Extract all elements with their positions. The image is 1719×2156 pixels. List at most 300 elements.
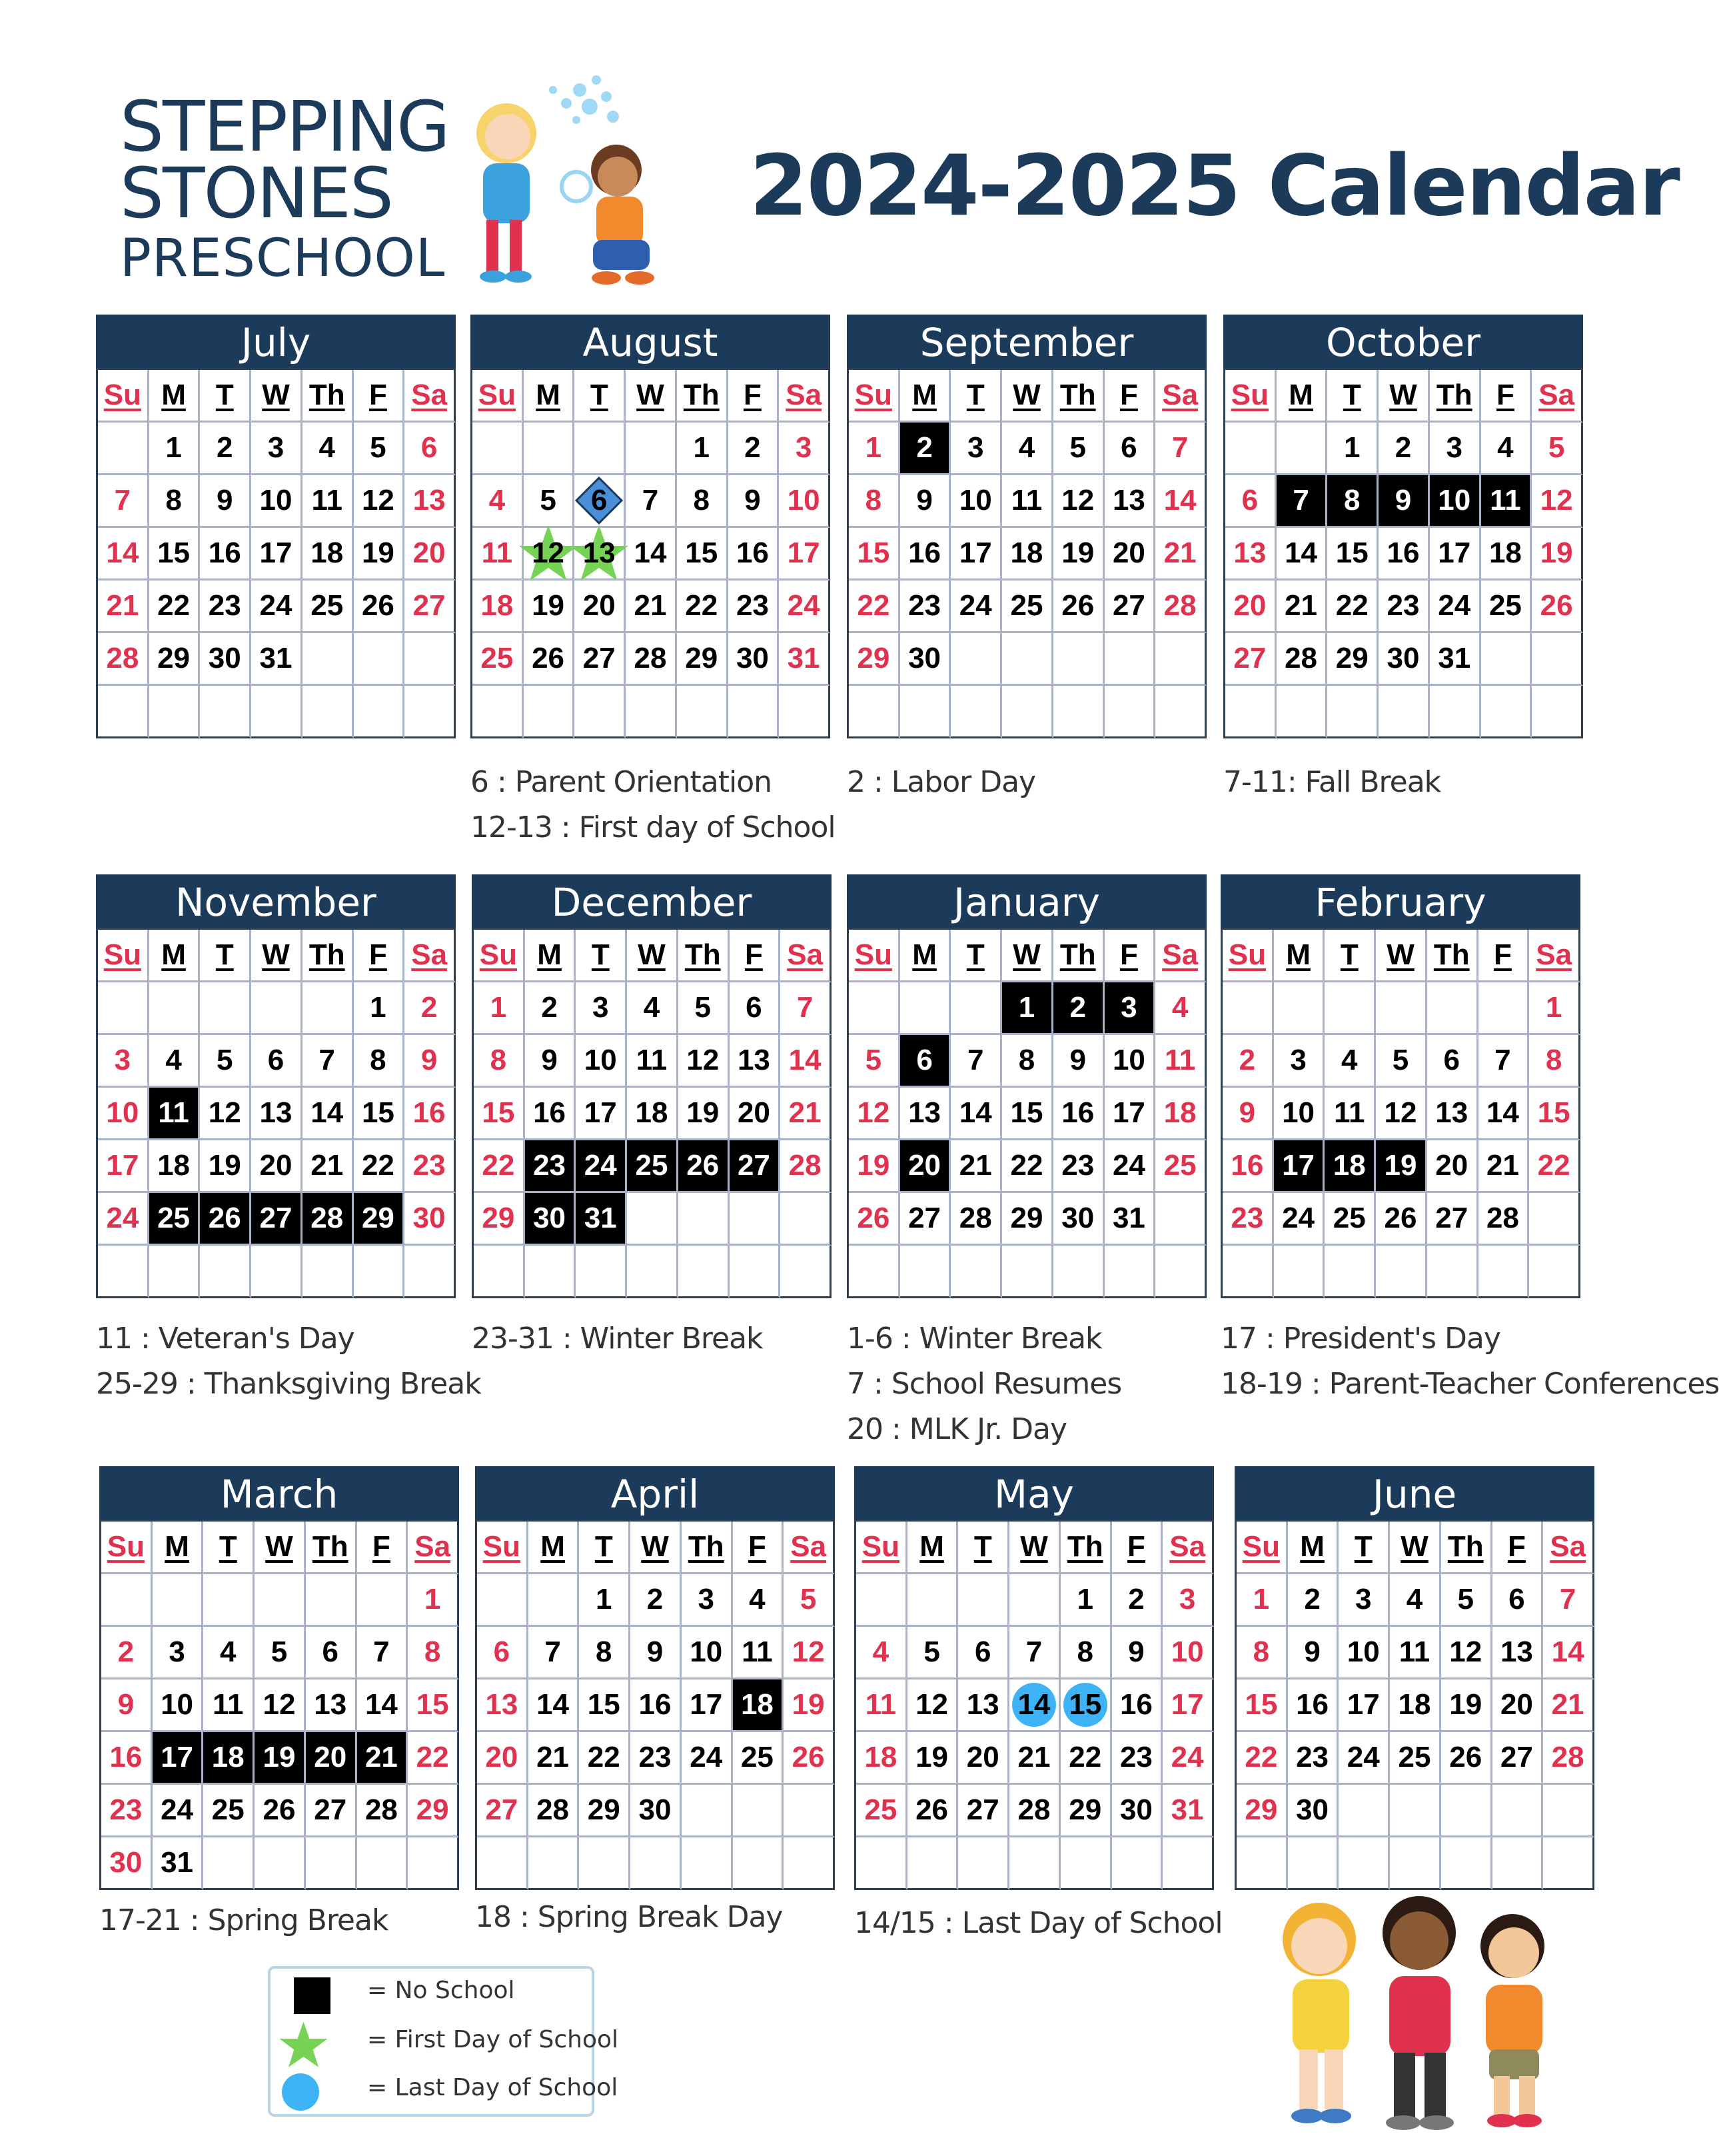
month-notes [470, 760, 836, 850]
day-number: 25 [1163, 1149, 1197, 1182]
day-number: 14 [1551, 1635, 1584, 1668]
day-number: 21 [1017, 1741, 1051, 1773]
empty-cell [1481, 686, 1532, 738]
day-cell [474, 1035, 525, 1088]
empty-cell [1155, 1246, 1207, 1298]
day-cell [728, 528, 780, 580]
weekday-header: Su [98, 370, 149, 423]
day-cell [404, 1140, 456, 1193]
empty-cell [149, 1246, 201, 1298]
day-number: 28 [1486, 1202, 1519, 1234]
day-number: 12 [1384, 1096, 1417, 1129]
empty-cell [730, 1246, 781, 1298]
day-number: 9 [420, 1044, 438, 1076]
day-number: 10 [1347, 1635, 1380, 1668]
day-cell [630, 1627, 682, 1679]
day-cell [354, 1035, 405, 1088]
kids-bubbles-illustration [460, 70, 680, 297]
weekday-header: M [1288, 1522, 1339, 1574]
day-number: 27 [485, 1793, 518, 1826]
day-cell [251, 423, 302, 475]
day-cell [733, 1574, 784, 1627]
day-number: 10 [690, 1635, 723, 1668]
day-number: 25 [740, 1741, 774, 1773]
day-cell [1155, 475, 1207, 528]
day-number: 16 [412, 1096, 446, 1129]
month-notes [96, 1316, 481, 1407]
day-number: 17 [1112, 1096, 1145, 1129]
empty-cell [1529, 1246, 1580, 1298]
weekday-header: Th [1441, 1522, 1492, 1574]
day-number: 25 [1398, 1741, 1431, 1773]
logo-line-3: PRESCHOOL [120, 229, 446, 289]
day-cell [907, 1679, 959, 1732]
empty-cell [900, 686, 951, 738]
day-number: 13 [1112, 484, 1145, 517]
day-number: 13 [314, 1688, 347, 1721]
weekday-header: W [626, 370, 677, 423]
day-cell [302, 528, 354, 580]
month-january [847, 874, 1207, 1298]
month-grid [96, 368, 456, 738]
day-number: 24 [1438, 589, 1471, 622]
empty-cell [678, 1193, 730, 1246]
day-number: 30 [908, 642, 941, 674]
day-number: 17 [106, 1149, 139, 1182]
month-title: August [470, 315, 830, 368]
day-number: 15 [587, 1688, 620, 1721]
month-grid [1223, 368, 1583, 738]
day-cell [1492, 1627, 1544, 1679]
day-number: 20 [1435, 1149, 1468, 1182]
day-number: 27 [1435, 1202, 1468, 1234]
day-cell [1339, 1732, 1390, 1785]
day-cell [779, 475, 830, 528]
day-number: 6 [916, 1044, 933, 1076]
day-number: 19 [686, 1096, 720, 1129]
day-cell [728, 475, 780, 528]
month-notes [99, 1898, 388, 1943]
day-number: 25 [635, 1149, 668, 1182]
day-cell [733, 1679, 784, 1732]
day-cell [404, 1193, 456, 1246]
day-number: 7 [1293, 484, 1309, 517]
day-cell [1441, 1627, 1492, 1679]
empty-cell [1237, 1837, 1288, 1890]
month-title: December [472, 874, 832, 928]
day-cell [951, 1088, 1002, 1140]
weekday-header: T [1325, 930, 1376, 982]
day-number: 19 [532, 589, 565, 622]
day-cell [1376, 1088, 1427, 1140]
weekday-header: Th [1427, 930, 1478, 982]
day-cell [306, 1627, 357, 1679]
weekday-header: M [153, 1522, 204, 1574]
empty-cell [1112, 1837, 1163, 1890]
empty-cell [1155, 686, 1207, 738]
day-cell [1478, 1140, 1530, 1193]
month-grid [854, 1520, 1214, 1890]
day-number: 8 [1253, 1635, 1270, 1668]
day-number: 11 [1399, 1635, 1431, 1668]
day-number: 31 [161, 1846, 194, 1879]
day-number: 24 [690, 1741, 723, 1773]
day-cell [630, 1732, 682, 1785]
day-number: 25 [211, 1793, 245, 1826]
day-cell [474, 1140, 525, 1193]
day-number: 8 [424, 1635, 441, 1668]
day-number: 6 [267, 1044, 285, 1076]
weekday-header: F [354, 370, 405, 423]
day-number: 20 [966, 1741, 999, 1773]
day-cell [1288, 1785, 1339, 1837]
day-number: 26 [686, 1149, 720, 1182]
day-cell [627, 1088, 678, 1140]
day-cell [780, 982, 832, 1035]
day-cell [1053, 528, 1105, 580]
day-number: 22 [1245, 1741, 1278, 1773]
day-number: 5 [694, 991, 711, 1024]
empty-cell [98, 423, 149, 475]
day-cell [1061, 1732, 1112, 1785]
day-number: 18 [1333, 1149, 1366, 1182]
day-number: 5 [800, 1583, 817, 1616]
day-number: 16 [908, 537, 941, 569]
day-cell [357, 1785, 408, 1837]
month-grid [99, 1520, 459, 1890]
day-number: 8 [1344, 484, 1361, 517]
weekday-header: Sa [780, 930, 832, 982]
weekday-header: M [525, 930, 576, 982]
day-cell [1427, 1035, 1478, 1088]
empty-cell [477, 1837, 528, 1890]
day-number: 22 [157, 589, 191, 622]
day-cell [203, 1785, 255, 1837]
day-cell [472, 475, 524, 528]
note-line: 14/15 : Last Day of School [854, 1906, 1223, 1940]
day-cell [354, 1140, 405, 1193]
day-cell [354, 982, 405, 1035]
logo-line-1: STEPPING [120, 86, 449, 167]
weekday-header: Sa [404, 930, 456, 982]
empty-cell [1061, 1837, 1112, 1890]
day-number: 23 [638, 1741, 672, 1773]
day-number: 17 [1438, 537, 1471, 569]
month-title: March [99, 1466, 459, 1520]
day-number: 27 [582, 642, 616, 674]
day-number: 29 [361, 1202, 394, 1234]
day-cell [1237, 1574, 1288, 1627]
day-number: 1 [1077, 1583, 1093, 1616]
day-number: 3 [1355, 1583, 1372, 1616]
day-number: 8 [596, 1635, 612, 1668]
day-number: 14 [536, 1688, 570, 1721]
empty-cell [678, 1246, 730, 1298]
day-cell [200, 475, 251, 528]
day-cell [404, 1035, 456, 1088]
day-cell [1376, 1140, 1427, 1193]
day-cell [626, 633, 677, 686]
day-cell [1225, 528, 1277, 580]
day-cell [900, 1193, 951, 1246]
day-cell [579, 1732, 630, 1785]
month-notes [847, 760, 1035, 805]
day-cell [1529, 982, 1580, 1035]
day-cell [474, 1088, 525, 1140]
day-number: 29 [587, 1793, 620, 1826]
day-number: 18 [864, 1741, 897, 1773]
weekday-header: Sa [1543, 1522, 1594, 1574]
day-cell [1002, 1140, 1053, 1193]
day-number: 22 [1069, 1741, 1102, 1773]
day-cell [574, 528, 626, 580]
day-cell [1339, 1574, 1390, 1627]
day-number: 15 [482, 1096, 515, 1129]
day-cell [203, 1732, 255, 1785]
day-number: 3 [1179, 1583, 1196, 1616]
day-number: 6 [975, 1635, 991, 1668]
day-number: 6 [1508, 1583, 1525, 1616]
day-cell [255, 1732, 306, 1785]
day-number: 11 [311, 484, 342, 517]
day-number: 5 [923, 1635, 940, 1668]
month-april [475, 1466, 835, 1890]
day-number: 11 [1334, 1096, 1365, 1129]
day-number: 16 [208, 537, 241, 569]
day-number: 23 [533, 1149, 566, 1182]
empty-cell [849, 982, 900, 1035]
day-number: 28 [1017, 1793, 1051, 1826]
empty-cell [677, 686, 728, 738]
day-number: 3 [1290, 1044, 1307, 1076]
day-cell [958, 1785, 1009, 1837]
day-cell [626, 528, 677, 580]
day-number: 10 [106, 1096, 139, 1129]
logo [120, 86, 449, 291]
day-number: 7 [1559, 1583, 1576, 1616]
day-number: 4 [1497, 431, 1514, 464]
day-number: 10 [1438, 484, 1471, 517]
day-number: 11 [865, 1688, 897, 1721]
empty-cell [682, 1785, 733, 1837]
empty-cell [98, 686, 149, 738]
day-cell [1427, 1193, 1478, 1246]
day-number: 15 [857, 537, 890, 569]
day-cell [1325, 1035, 1376, 1088]
day-cell [779, 528, 830, 580]
weekday-header: M [528, 1522, 580, 1574]
empty-cell [404, 686, 456, 738]
empty-cell [251, 982, 302, 1035]
day-number: 23 [109, 1793, 143, 1826]
weekday-header: W [255, 1522, 306, 1574]
weekday-header: F [730, 930, 781, 982]
weekday-header: F [354, 930, 405, 982]
month-august [470, 315, 830, 738]
empty-cell [951, 686, 1002, 738]
day-number: 21 [788, 1096, 822, 1129]
empty-cell [1105, 1246, 1156, 1298]
empty-cell [1339, 1837, 1390, 1890]
day-cell [1379, 475, 1430, 528]
day-number: 17 [959, 537, 992, 569]
empty-cell [1441, 1837, 1492, 1890]
empty-cell [1223, 982, 1274, 1035]
day-number: 19 [263, 1741, 296, 1773]
day-cell [682, 1574, 733, 1627]
day-cell [1163, 1732, 1214, 1785]
day-cell [404, 475, 456, 528]
day-cell [900, 1088, 951, 1140]
weekday-header: F [733, 1522, 784, 1574]
day-number: 27 [1112, 589, 1145, 622]
day-number: 3 [967, 431, 984, 464]
empty-cell [900, 1246, 951, 1298]
note-line: 20 : MLK Jr. Day [847, 1412, 1067, 1446]
day-number: 3 [1446, 431, 1462, 464]
weekday-header: Th [302, 930, 354, 982]
day-cell [849, 475, 900, 528]
day-cell [1327, 475, 1379, 528]
day-cell [1277, 633, 1328, 686]
day-number: 23 [412, 1149, 446, 1182]
day-number: 9 [1128, 1635, 1145, 1668]
day-number: 23 [1296, 1741, 1329, 1773]
weekday-header: Th [1053, 930, 1105, 982]
empty-cell [1053, 1246, 1105, 1298]
day-cell [1237, 1785, 1288, 1837]
day-number: 6 [591, 484, 608, 517]
day-number: 7 [796, 991, 814, 1024]
day-number: 23 [1387, 589, 1420, 622]
day-cell [149, 1193, 201, 1246]
note-line: 7-11: Fall Break [1223, 765, 1441, 799]
day-number: 4 [1341, 1044, 1358, 1076]
empty-cell [1379, 686, 1430, 738]
weekday-header: F [728, 370, 780, 423]
day-number: 18 [1398, 1688, 1431, 1721]
empty-cell [1543, 1837, 1594, 1890]
day-number: 2 [916, 431, 933, 464]
day-cell [849, 1140, 900, 1193]
day-cell [1009, 1627, 1061, 1679]
weekday-header: T [951, 370, 1002, 423]
day-cell [900, 1035, 951, 1088]
day-number: 1 [424, 1583, 441, 1616]
day-cell [1327, 423, 1379, 475]
day-number: 12 [686, 1044, 720, 1076]
note-line: 12-13 : First day of School [470, 810, 836, 844]
day-cell [1277, 475, 1328, 528]
day-cell [200, 580, 251, 633]
day-number: 20 [1500, 1688, 1533, 1721]
day-cell [528, 1679, 580, 1732]
note-line: 7 : School Resumes [847, 1367, 1122, 1401]
empty-cell [357, 1574, 408, 1627]
day-number: 13 [485, 1688, 518, 1721]
day-cell [682, 1732, 733, 1785]
day-number: 19 [361, 537, 394, 569]
empty-cell [1532, 633, 1583, 686]
day-cell [678, 1088, 730, 1140]
day-cell [1053, 1088, 1105, 1140]
day-cell [524, 528, 575, 580]
day-cell [1002, 475, 1053, 528]
empty-cell [1325, 982, 1376, 1035]
day-cell [302, 475, 354, 528]
day-cell [958, 1627, 1009, 1679]
day-number: 24 [959, 589, 992, 622]
empty-cell [306, 1837, 357, 1890]
day-number: 14 [310, 1096, 344, 1129]
day-cell [528, 1785, 580, 1837]
day-cell [1430, 528, 1481, 580]
day-number: 4 [1406, 1583, 1423, 1616]
day-number: 21 [364, 1741, 398, 1773]
day-number: 28 [1163, 589, 1197, 622]
day-cell [1053, 1193, 1105, 1246]
day-number: 9 [1304, 1635, 1321, 1668]
empty-cell [907, 1574, 959, 1627]
day-cell [1288, 1627, 1339, 1679]
circle-icon [281, 2072, 320, 2112]
day-cell [1390, 1627, 1441, 1679]
empty-cell [477, 1574, 528, 1627]
day-cell [900, 475, 951, 528]
weekday-header: Th [302, 370, 354, 423]
day-cell [1532, 475, 1583, 528]
day-number: 23 [908, 589, 941, 622]
empty-cell [1325, 1246, 1376, 1298]
day-number: 15 [361, 1096, 394, 1129]
day-cell [574, 580, 626, 633]
day-number: 26 [1384, 1202, 1417, 1234]
day-number: 6 [420, 431, 438, 464]
empty-cell [1274, 982, 1325, 1035]
day-number: 4 [1171, 991, 1189, 1024]
note-line: 1-6 : Winter Break [847, 1322, 1102, 1356]
empty-cell [1053, 633, 1105, 686]
day-cell [630, 1785, 682, 1837]
day-cell [200, 633, 251, 686]
empty-cell [251, 686, 302, 738]
day-number: 11 [481, 537, 513, 569]
legend-first-day-label: = First Day of School [367, 2026, 618, 2053]
day-cell [1002, 1035, 1053, 1088]
day-number: 7 [1025, 1635, 1043, 1668]
day-number: 30 [1296, 1793, 1329, 1826]
empty-cell [474, 1246, 525, 1298]
day-number: 17 [584, 1096, 617, 1129]
day-number: 11 [636, 1044, 668, 1076]
day-number: 15 [1335, 537, 1369, 569]
day-number: 29 [482, 1202, 515, 1234]
day-number: 1 [693, 431, 710, 464]
day-number: 13 [1435, 1096, 1468, 1129]
day-cell [677, 423, 728, 475]
day-cell [574, 633, 626, 686]
day-number: 14 [634, 537, 667, 569]
day-cell [408, 1679, 459, 1732]
weekday-header: Th [682, 1522, 733, 1574]
day-number: 20 [908, 1149, 941, 1182]
weekday-header: Sa [1529, 930, 1580, 982]
day-number: 29 [685, 642, 718, 674]
day-cell [1543, 1574, 1594, 1627]
day-cell [1053, 580, 1105, 633]
day-cell [1155, 1140, 1207, 1193]
day-cell [784, 1574, 835, 1627]
